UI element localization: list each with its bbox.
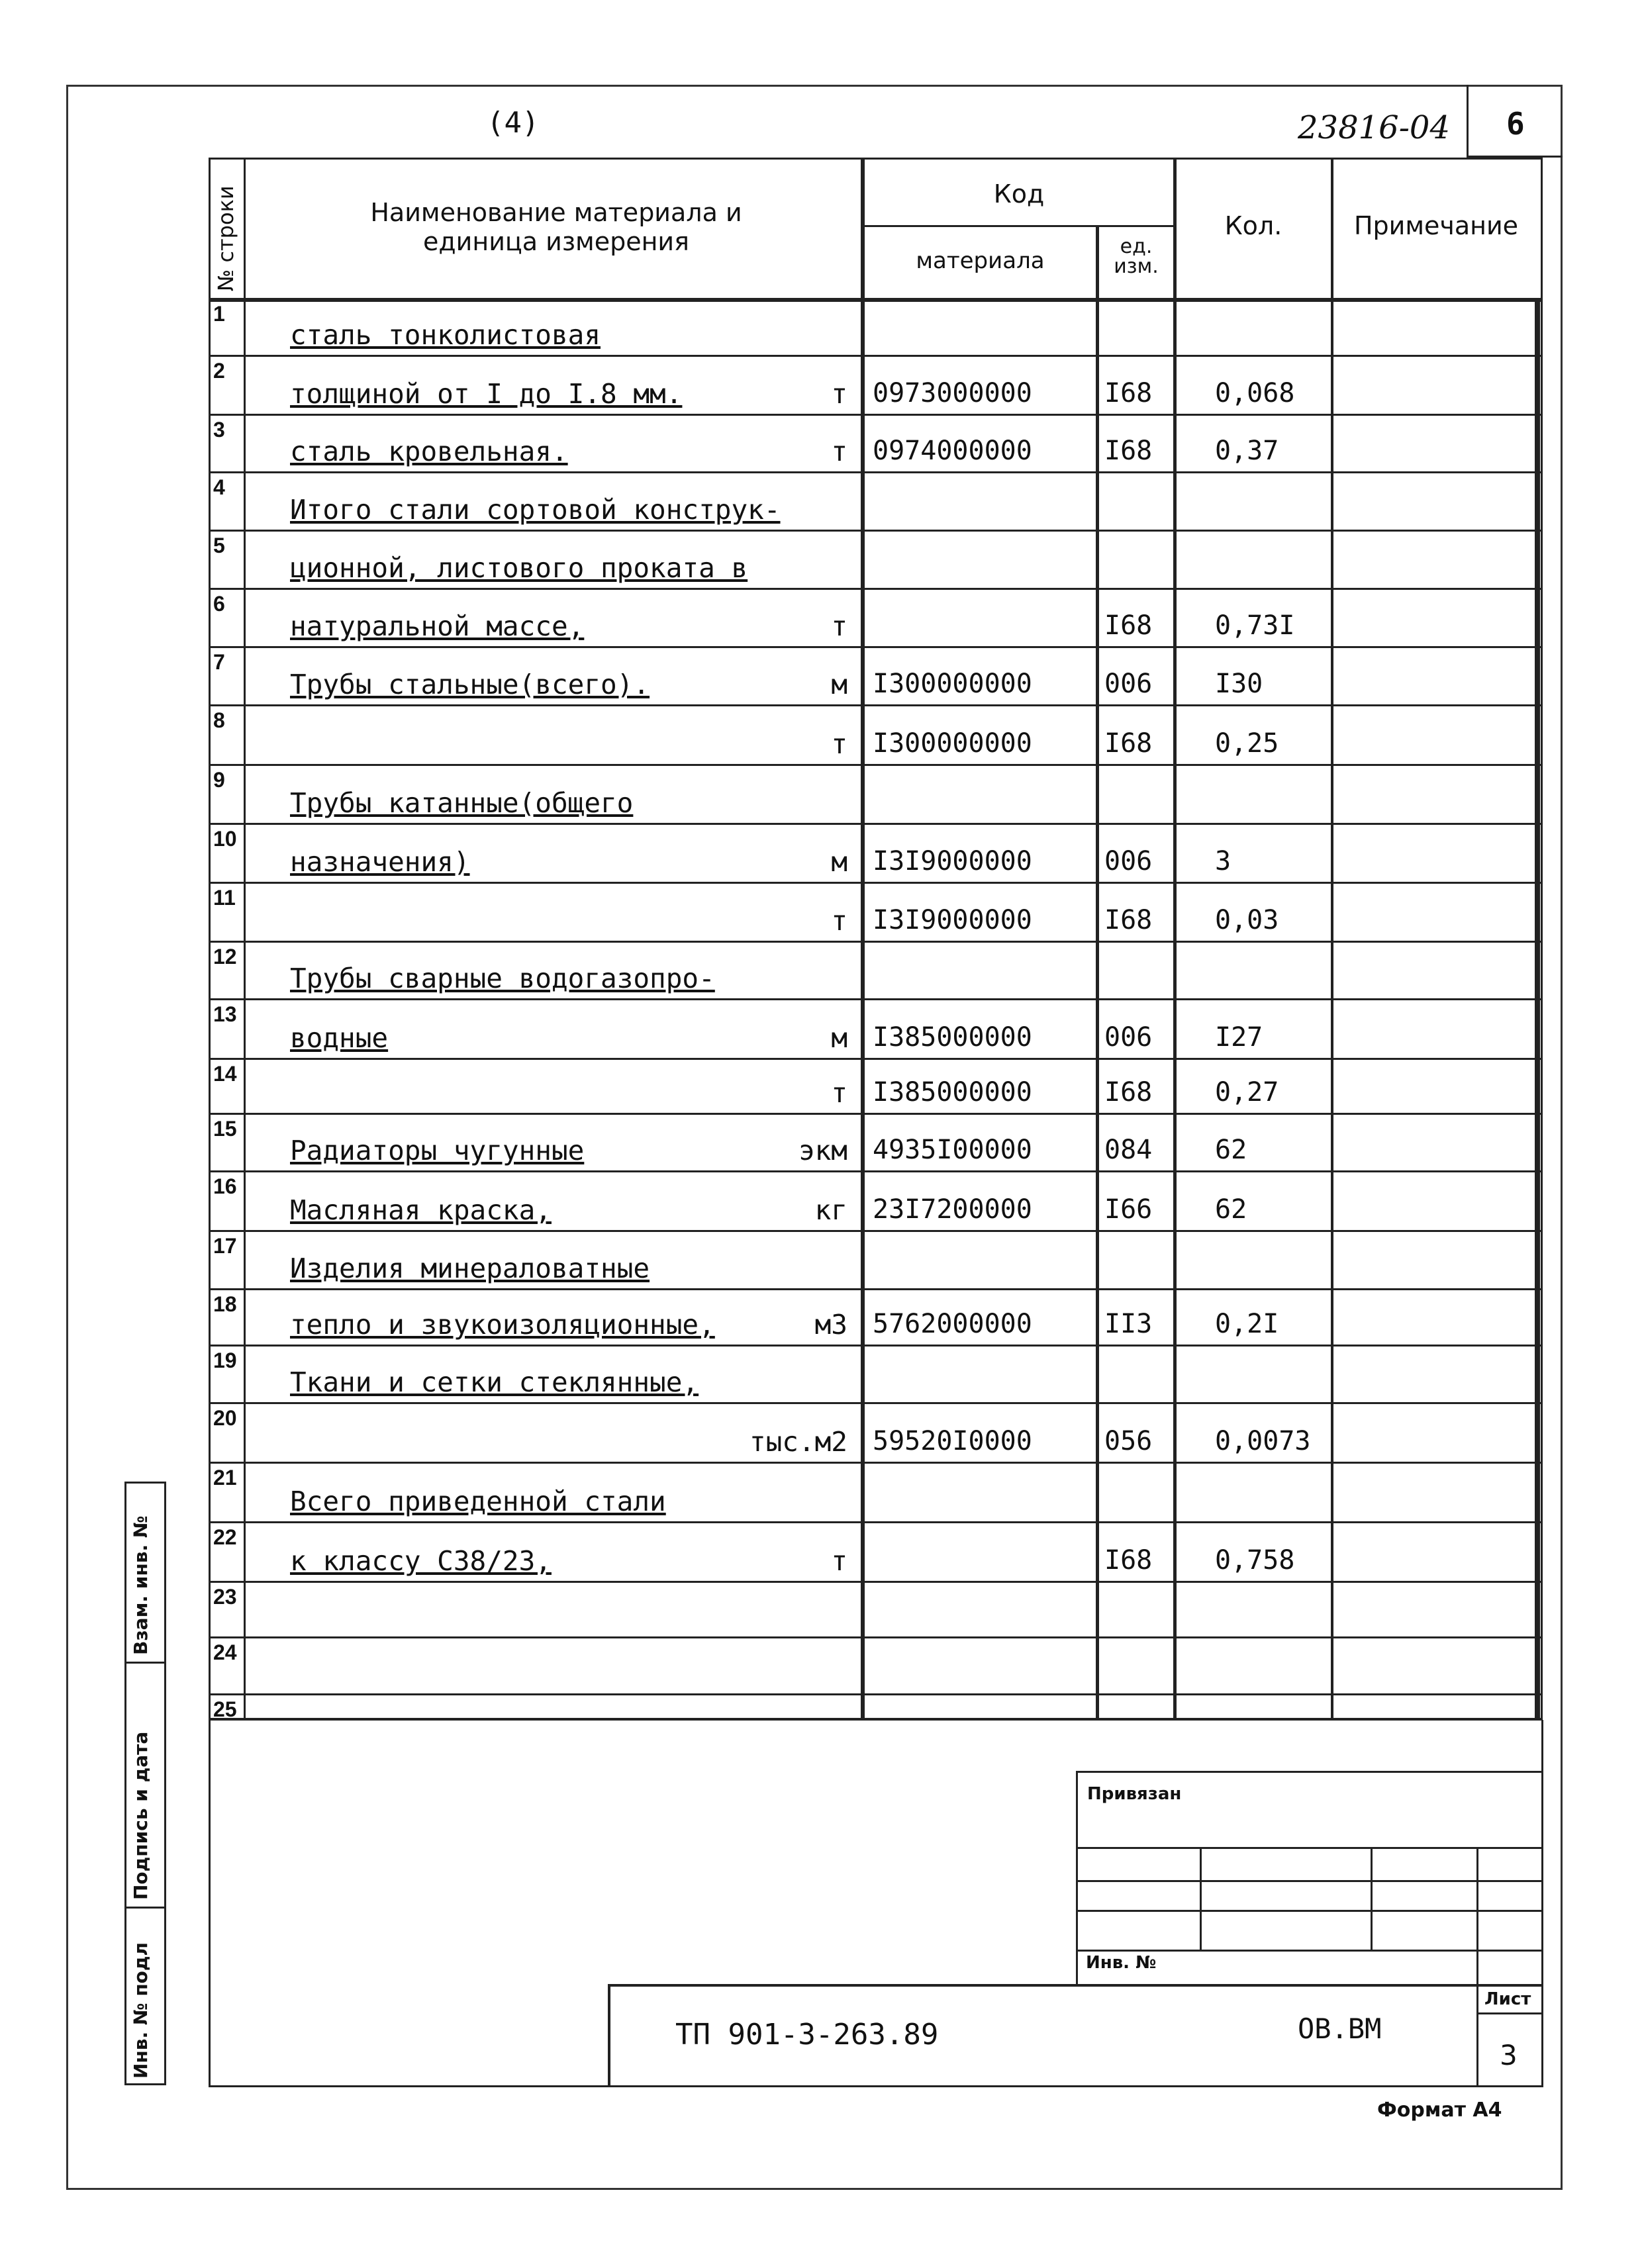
row-name: толщиной от I до I.8 мм. [290,378,683,410]
row-unit-code: I68 [1104,610,1153,641]
sheet-number: 3 [1500,2039,1518,2071]
row-unit-code: I68 [1104,728,1153,759]
row-number: 22 [213,1525,237,1549]
row-number: 8 [213,708,225,732]
row-number: 5 [213,534,225,557]
row-number: 9 [213,768,225,792]
row-material-code: I300000000 [873,669,1032,699]
row-unit: м [831,846,847,878]
header-code-group: Код [993,179,1045,209]
row-number: 20 [213,1406,237,1430]
privyazan-line-1 [1076,1847,1543,1849]
header-qty-label: Кол. [1224,211,1282,240]
header-code-split [861,225,1175,227]
row-number: 2 [213,359,225,383]
row-material-code: 4935I00000 [873,1135,1032,1165]
row-unit: т [831,905,847,937]
row-qty: 0,37 [1215,436,1279,466]
sign-date-label: Подпись и дата [130,1731,152,1900]
format-label: Формат А4 [1377,2099,1502,2122]
privyazan-label: Привязан [1087,1784,1182,1804]
row-qty: 0,758 [1215,1545,1295,1576]
row-number: 14 [213,1062,237,1086]
header-material-code: материала [916,248,1045,274]
row-unit-code: I68 [1104,436,1153,466]
row-unit: т [831,610,847,642]
row-name: Всего приведенной стали [290,1486,666,1517]
sheet-marker: (4) [487,106,540,140]
row-unit: тыс.м2 [749,1426,847,1458]
row-qty: 3 [1215,846,1232,876]
row-qty: 0,2I [1215,1309,1279,1339]
row-name: тепло и звукоизоляционные, [290,1309,715,1341]
row-material-code: 0974000000 [873,436,1032,466]
privyazan-vline-2 [1371,1847,1373,1950]
row-name: натуральной массе, [290,610,585,642]
row-unit: экм [798,1135,847,1166]
row-material-code: I300000000 [873,728,1032,759]
row-number: 10 [213,827,237,851]
row-number: 4 [213,475,225,499]
row-qty: 0,03 [1215,905,1279,935]
row-unit-code: 006 [1104,846,1153,876]
row-unit-code: I66 [1104,1194,1153,1225]
row-name: ционной, листового проката в [290,552,748,584]
row-name: к классу С38/23, [290,1545,552,1577]
row-number: 7 [213,650,225,674]
row-name: Изделия минераловатные [290,1252,650,1284]
row-name: Радиаторы чугунные [290,1135,585,1166]
designation: ТП 901-3-263.89 [675,2018,939,2052]
row-name: Трубы катанные(общего [290,787,634,819]
row-qty: 62 [1215,1194,1247,1225]
row-number: 25 [213,1697,237,1721]
vz-inv-label: Взам. инв. № [130,1515,152,1655]
privyazan-vline-1 [1200,1847,1202,1950]
row-number: 13 [213,1002,237,1026]
row-qty: 0,25 [1215,728,1279,759]
row-unit: кг [814,1194,847,1226]
row-unit-code: I68 [1104,905,1153,935]
row-material-code: I3I9000000 [873,846,1032,876]
section-code: ОВ.ВМ [1298,2012,1382,2045]
row-qty: 0,068 [1215,378,1295,408]
row-number: 18 [213,1292,237,1316]
row-unit: м [831,1022,847,1054]
row-unit: т [831,378,847,410]
row-unit: т [831,436,847,467]
row-name: Масляная краска, [290,1194,552,1226]
table-row [209,1695,1543,1720]
row-unit-code: II3 [1104,1309,1153,1339]
side-stamp-sep-2 [124,1907,164,1909]
row-number: 16 [213,1174,237,1198]
header-note: Примечание [1353,211,1519,240]
row-unit-code: I68 [1104,1077,1153,1108]
row-name: Трубы сварные водогазопро- [290,963,715,994]
inv-no-label: Инв. № [1086,1953,1157,1973]
row-number: 1 [213,302,225,326]
row-unit-code: 006 [1104,1022,1153,1053]
row-unit-code: I68 [1104,1545,1153,1576]
row-unit-code: 056 [1104,1426,1153,1456]
row-material-code: 0973000000 [873,378,1032,408]
row-number: 12 [213,945,237,969]
row-number: 6 [213,592,225,616]
row-name: Ткани и сетки стеклянные, [290,1366,699,1398]
row-qty: 0,0073 [1215,1426,1311,1456]
header-name: Наименование материала и единица измерения [370,198,742,256]
row-material-code: I385000000 [873,1022,1032,1053]
row-material-code: I3I9000000 [873,905,1032,935]
row-unit: т [831,728,847,760]
row-number: 17 [213,1234,237,1258]
row-qty: 0,73I [1215,610,1295,641]
side-stamp-sep-1 [124,1662,164,1664]
row-number: 15 [213,1117,237,1141]
row-number: 21 [213,1466,237,1489]
row-number: 24 [213,1640,237,1664]
privyazan-line-3 [1076,1910,1543,1912]
page-number: 6 [1506,106,1525,142]
header-unit-code: ед. изм. [1114,235,1159,278]
row-material-code: 5762000000 [873,1309,1032,1339]
row-divider [209,1719,1543,1721]
privyazan-line-4 [1076,1950,1543,1952]
sheet-label: Лист [1484,1989,1531,2009]
row-name: назначения) [290,846,470,878]
inv-podl-label: Инв. № подл [130,1942,152,2079]
row-material-code: 23I7200000 [873,1194,1032,1225]
side-stamp-inner-line [164,1482,166,2085]
doc-number: 23816-04 [1298,109,1450,146]
row-number: 3 [213,418,225,442]
row-unit-code: 006 [1104,669,1153,699]
row-material-code: 59520I0000 [873,1426,1032,1456]
header-row-no: № строки [213,185,238,291]
row-unit-code: I68 [1104,378,1153,408]
table-row [209,1582,1543,1638]
sheet-label-line [1476,2012,1543,2014]
row-number: 19 [213,1348,237,1372]
row-unit: т [831,1545,847,1577]
row-number: 23 [213,1585,237,1609]
row-unit: м3 [814,1309,847,1341]
row-material-code: I385000000 [873,1077,1032,1108]
row-unit-code: 084 [1104,1135,1153,1165]
row-name: Итого стали сортовой конструк- [290,494,781,526]
row-name: водные [290,1022,389,1054]
row-qty: 0,27 [1215,1077,1279,1108]
row-name: Трубы стальные(всего). [290,669,650,700]
row-name: сталь кровельная. [290,436,568,467]
row-name: сталь тонколистовая [290,319,601,351]
row-unit: т [831,1077,847,1109]
row-qty: 62 [1215,1135,1247,1165]
table-row [209,1638,1543,1695]
lower-left-border [209,1720,211,2085]
row-qty: I30 [1215,669,1263,699]
row-number: 11 [213,886,236,910]
row-qty: I27 [1215,1022,1263,1053]
row-unit: м [831,669,847,700]
privyazan-line-2 [1076,1880,1543,1882]
